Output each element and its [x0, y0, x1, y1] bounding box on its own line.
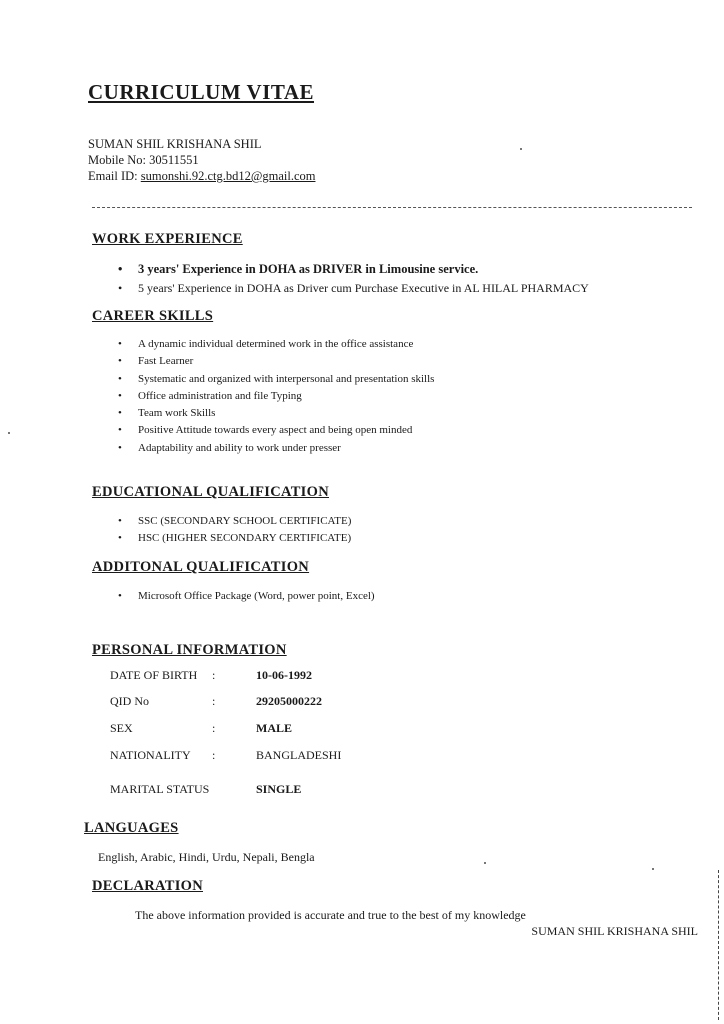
career-skills-heading: CAREER SKILLS: [92, 308, 214, 324]
mobile-label: Mobile No:: [88, 153, 146, 167]
languages-text: English, Arabic, Hindi, Urdu, Nepali, Bengla: [98, 850, 315, 864]
scan-edge-marks: [718, 870, 721, 1020]
list-item: • Team work Skills: [116, 405, 434, 422]
row-colon: :: [212, 668, 216, 682]
list-item: • Microsoft Office Package (Word, power point, Excel): [116, 588, 375, 605]
row-value: MALE: [256, 721, 292, 735]
declaration-heading: DECLARATION: [92, 878, 203, 894]
list-item: • 5 years' Experience in DOHA as Driver cum Purchase Executive in AL HILAL PHARMACY: [116, 279, 589, 298]
list-item: • Office administration and file Typing: [116, 388, 434, 405]
row-value: 29205000222: [256, 694, 322, 708]
row-label: MARITAL STATUS: [110, 782, 210, 796]
scan-speck: [8, 432, 10, 434]
contact-block: [88, 136, 315, 184]
table-row: [110, 782, 510, 800]
signature-name: SUMAN SHIL KRISHANA SHIL: [531, 924, 698, 938]
education-heading: EDUCATIONAL QUALIFICATION: [92, 484, 329, 500]
languages-heading: LANGUAGES: [84, 820, 179, 836]
additional-qualification-heading: ADDITONAL QUALIFICATION: [92, 559, 310, 575]
list-item: • SSC (SECONDARY SCHOOL CERTIFICATE): [116, 513, 351, 530]
list-item: • 3 years' Experience in DOHA as DRIVER in Limousine service.: [116, 260, 589, 279]
personal-information-heading: PERSONAL INFORMATION: [92, 642, 287, 658]
row-colon: :: [212, 694, 216, 708]
list-item: • Systematic and organized with interpersonal and presentation skills: [116, 371, 434, 388]
email-value: sumonshi.92.ctg.bd12@gmail.com: [140, 169, 316, 183]
row-label: QID No: [110, 694, 149, 708]
candidate-name: SUMAN SHIL KRISHANA SHIL: [88, 137, 262, 151]
list-item: • HSC (HIGHER SECONDARY CERTIFICATE): [116, 530, 351, 547]
row-value: 10-06-1992: [256, 668, 312, 682]
table-row: [110, 748, 510, 766]
row-colon: :: [212, 721, 216, 735]
email-label: Email ID:: [88, 169, 138, 183]
row-colon: :: [212, 748, 216, 762]
mobile-line: [88, 152, 315, 168]
row-value: BANGLADESHI: [256, 748, 342, 762]
list-item: • Fast Learner: [116, 353, 434, 370]
scan-speck: [484, 862, 486, 864]
scan-speck: [520, 148, 522, 150]
work-experience-list: [116, 260, 589, 298]
row-label: DATE OF BIRTH: [110, 668, 198, 682]
email-line: [88, 168, 315, 184]
table-row: [110, 668, 510, 686]
row-value: SINGLE: [256, 782, 302, 796]
table-row: [110, 721, 510, 739]
additional-qualification-list: [116, 588, 375, 605]
row-label: NATIONALITY: [110, 748, 191, 762]
table-row: [110, 694, 510, 712]
page-title: CURRICULUM VITAE: [88, 80, 314, 104]
scan-speck: [652, 868, 654, 870]
list-item: • A dynamic individual determined work in the office assistance: [116, 336, 434, 353]
mobile-value: 30511551: [149, 153, 199, 167]
career-skills-list: [116, 336, 434, 457]
work-experience-heading: WORK EXPERIENCE: [92, 231, 243, 247]
list-item: • Positive Attitude towards every aspect and being open minded: [116, 422, 434, 439]
education-list: [116, 513, 351, 547]
declaration-text: The above information provided is accurate and true to the best of my knowledge: [135, 908, 526, 922]
list-item: • Adaptability and ability to work under presser: [116, 440, 434, 457]
separator-line: [92, 207, 692, 208]
row-label: SEX: [110, 721, 133, 735]
